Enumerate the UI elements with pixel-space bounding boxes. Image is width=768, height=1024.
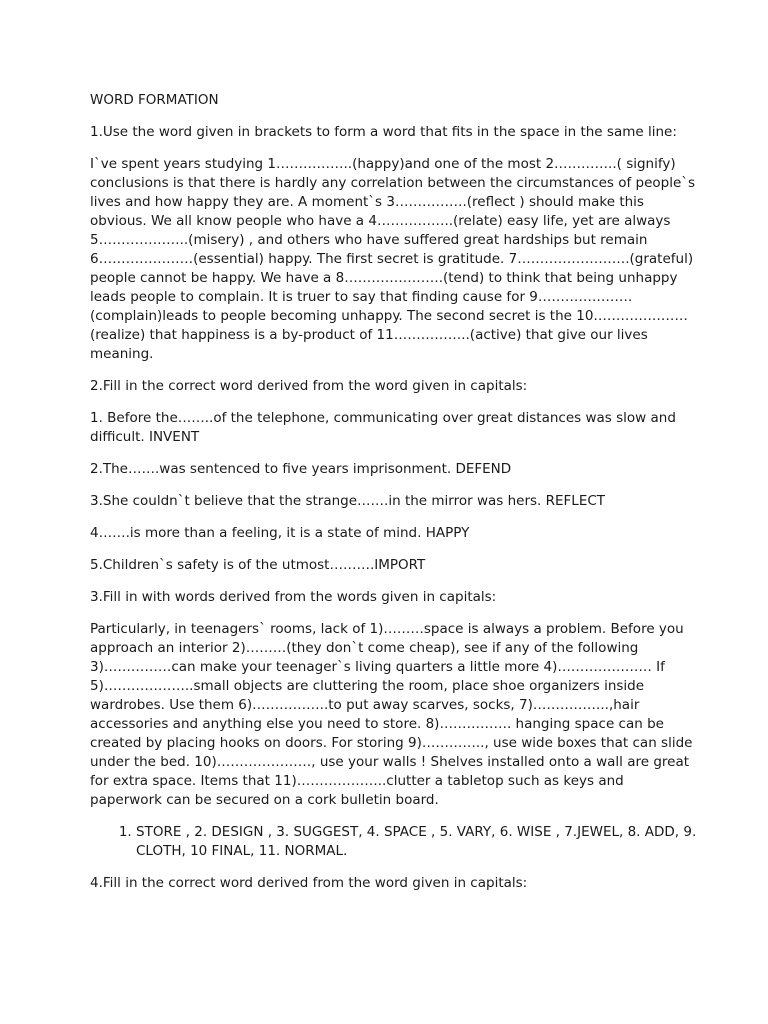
section2-item-2: 2.The…….was sentenced to five years imprisonment. DEFEND bbox=[90, 461, 512, 477]
section1-instruction: 1.Use the word given in brackets to form a word that fits in the space in the same line: bbox=[90, 124, 677, 140]
document-title: WORD FORMATION bbox=[90, 92, 219, 108]
section2-item-1: 1. Before the……..of the telephone, communicating over great distances was slow and difficult. INVENT bbox=[90, 410, 676, 445]
section3-answer-list bbox=[90, 823, 698, 861]
section1-paragraph: I`ve spent years studying 1……………..(happy)and one of the most 2…………..( signify) conclusions is that there is hardly any correlation between the circumstances of people`s lives and how happy they are. A moment`s 3…………….(reflect ) should make this obvious. We all know people who have a 4……………..(relate) easy life, yet are always 5………………..(misery) , and others who have suffered great hardships but remain 6…………………(essential) happy. The first secret is gratitude. 7…………………….(grateful) people cannot be happy. We have a 8………………….(tend) to think that being unhappy leads people to complain. It is truer to say that finding cause for 9…………………(complain)leads to people becoming unhappy. The second secret is the 10…………………(realize) that happiness is a by-product of 11……………..(active) that give our lives meaning. bbox=[90, 156, 696, 362]
section3-instruction: 3.Fill in with words derived from the words given in capitals: bbox=[90, 589, 497, 605]
section2-item-5: 5.Children`s safety is of the utmost……….IMPORT bbox=[90, 557, 426, 573]
section3-paragraph: Particularly, in teenagers` rooms, lack of 1)………space is always a problem. Before you approach an interior 2)………(they don`t come cheap), see if any of the following 3)……………can make your teenager`s living quarters a little more 4)………………… If 5)………………..small objects are cluttering the room, place shoe organizers inside wardrobes. Use them 6)……………..to put away scarves, socks, 7)……………..,hair accessories and anything else you need to store. 8)……………. hanging space can be created by placing hooks on doors. For storing 9)………….., use wide boxes that can slide under the bed. 10)…………………, use your walls ! Shelves installed onto a wall are great for extra space. Items that 11)………………..clutter a tabletop such as keys and paperwork can be secured on a cork bulletin board. bbox=[90, 621, 693, 808]
section4-instruction: 4.Fill in the correct word derived from the word given in capitals: bbox=[90, 875, 528, 891]
section3-answer-item: 1. STORE , 2. DESIGN , 3. SUGGEST, 4. SPACE , 5. VARY, 6. WISE , 7.JEWEL, 8. ADD, 9. CLOTH, 10 FINAL, 11. NORMAL. bbox=[136, 823, 698, 861]
section2-item-3: 3.She couldn`t believe that the strange…….in the mirror was hers. REFLECT bbox=[90, 493, 606, 509]
section2-instruction: 2.Fill in the correct word derived from the word given in capitals: bbox=[90, 378, 528, 394]
section2-item-4: 4…….is more than a feeling, it is a state of mind. HAPPY bbox=[90, 525, 470, 541]
